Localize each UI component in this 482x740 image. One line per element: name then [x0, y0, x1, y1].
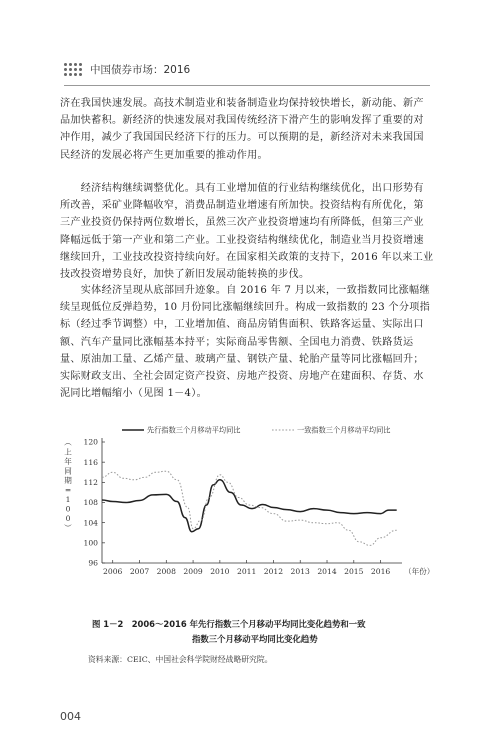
x-axis-label: （年份） [404, 567, 435, 576]
x-tick-label: 2009 [183, 567, 203, 576]
y-tick-label: 120 [83, 437, 98, 447]
svg-text:上: 上 [64, 447, 72, 457]
dot-grid-icon [64, 63, 82, 76]
series-line-1 [102, 480, 397, 532]
page-number: 004 [60, 710, 81, 723]
legend-label-1: 先行指数三个月移动平均同比 [147, 425, 241, 435]
line-chart [60, 420, 435, 610]
source-note: 资料来源：CEIC、中国社会科学院财经战略研究院。 [88, 655, 273, 664]
legend-label-2: 一致指数三个月移动平均同比 [297, 425, 391, 435]
header-title: 中国债券市场：2016 [90, 64, 191, 76]
running-header [64, 62, 190, 77]
svg-text:0: 0 [65, 504, 71, 514]
svg-text:期: 期 [64, 476, 72, 485]
svg-text:）: ） [63, 523, 72, 532]
x-tick-label: 2010 [210, 567, 230, 576]
x-tick-label: 2014 [317, 567, 337, 576]
header-rule [64, 85, 430, 86]
x-tick-label: 2011 [236, 567, 257, 576]
y-tick-label: 104 [83, 518, 98, 528]
x-tick-label: 2007 [129, 567, 150, 576]
x-tick-label: 2012 [263, 567, 284, 576]
y-tick-label: 100 [83, 538, 98, 548]
y-tick-label: 116 [83, 457, 98, 467]
svg-text:0: 0 [65, 514, 71, 523]
y-tick-label: 108 [83, 498, 98, 508]
svg-text:（: （ [63, 438, 72, 446]
svg-text:同: 同 [64, 466, 72, 476]
x-tick-label: 2015 [344, 567, 364, 576]
y-axis-label [63, 438, 72, 531]
paragraph-3: 实体经济呈现从底部回升迹象。自 2016 年 7 月以来，一致指数同比涨幅继续呈现低位反弹趋势，10 月份同比涨幅继续回升。构成一致指数的 23 个分项指标（经过季节调整）中，工业增加值、商品房销售面积、铁路客运量、实际出口额、汽车产量同比涨幅基本持平；实际商品零售额、全国电力消费、铁路货运量、原油加工量、乙烯产量、玻璃产量、钢铁产量、轮胎产量等同比涨幅回升；实际财政支出、全社会固定资产投资、房地产投资、房地产在建面积、存货、水泥同比增幅缩小（见图 1－4）。 [60, 285, 431, 400]
svg-text:1: 1 [65, 495, 71, 504]
y-tick-label: 96 [88, 558, 98, 568]
x-tick-label: 2008 [156, 567, 176, 576]
svg-text:年: 年 [64, 457, 72, 466]
figure-caption-line-1: 图 1－2 2006～2016 年先行指数三个月移动平均同比变化趋势和一致 [92, 619, 366, 629]
x-tick-label: 2006 [103, 567, 123, 576]
paragraph-1: 济在我国快速发展。高技术制造业和装备制造业均保持较快增长，新动能、新产品加快蓄积。新经济的快速发展对我国传统经济下滑产生的影响发挥了重要的对冲作用，减少了我国国民经济下行的压力。可以预期的是，新经济对未来我国国民经济的发展必将产生更加重要的推动作用。 [60, 98, 424, 161]
svg-text:=: = [64, 485, 72, 495]
figure-caption-line-2: 指数三个月移动平均同比变化趋势 [192, 634, 318, 644]
x-tick-label: 2013 [290, 567, 310, 576]
y-tick-label: 112 [83, 477, 98, 487]
x-tick-label: 2016 [370, 567, 391, 576]
paragraph-2: 经济结构继续调整优化。具有工业增加值的行业结构继续优化，出口形势有所改善，采矿业降幅收窄，消费品制造业增速有所加快。投资结构有所优化，第三产业投资仍保持两位数增长，虽然三次产业投资增速均有所降低，但第三产业降幅远低于第一产业和第二产业。工业投资结构继续优化，制造业当月投资增速继续回升，工业技改投资持续向好。在国家相关政策的支持下，2016 年以来工业技改投资增势良好，加快了新旧发展动能转换的步伐。 [60, 183, 434, 281]
